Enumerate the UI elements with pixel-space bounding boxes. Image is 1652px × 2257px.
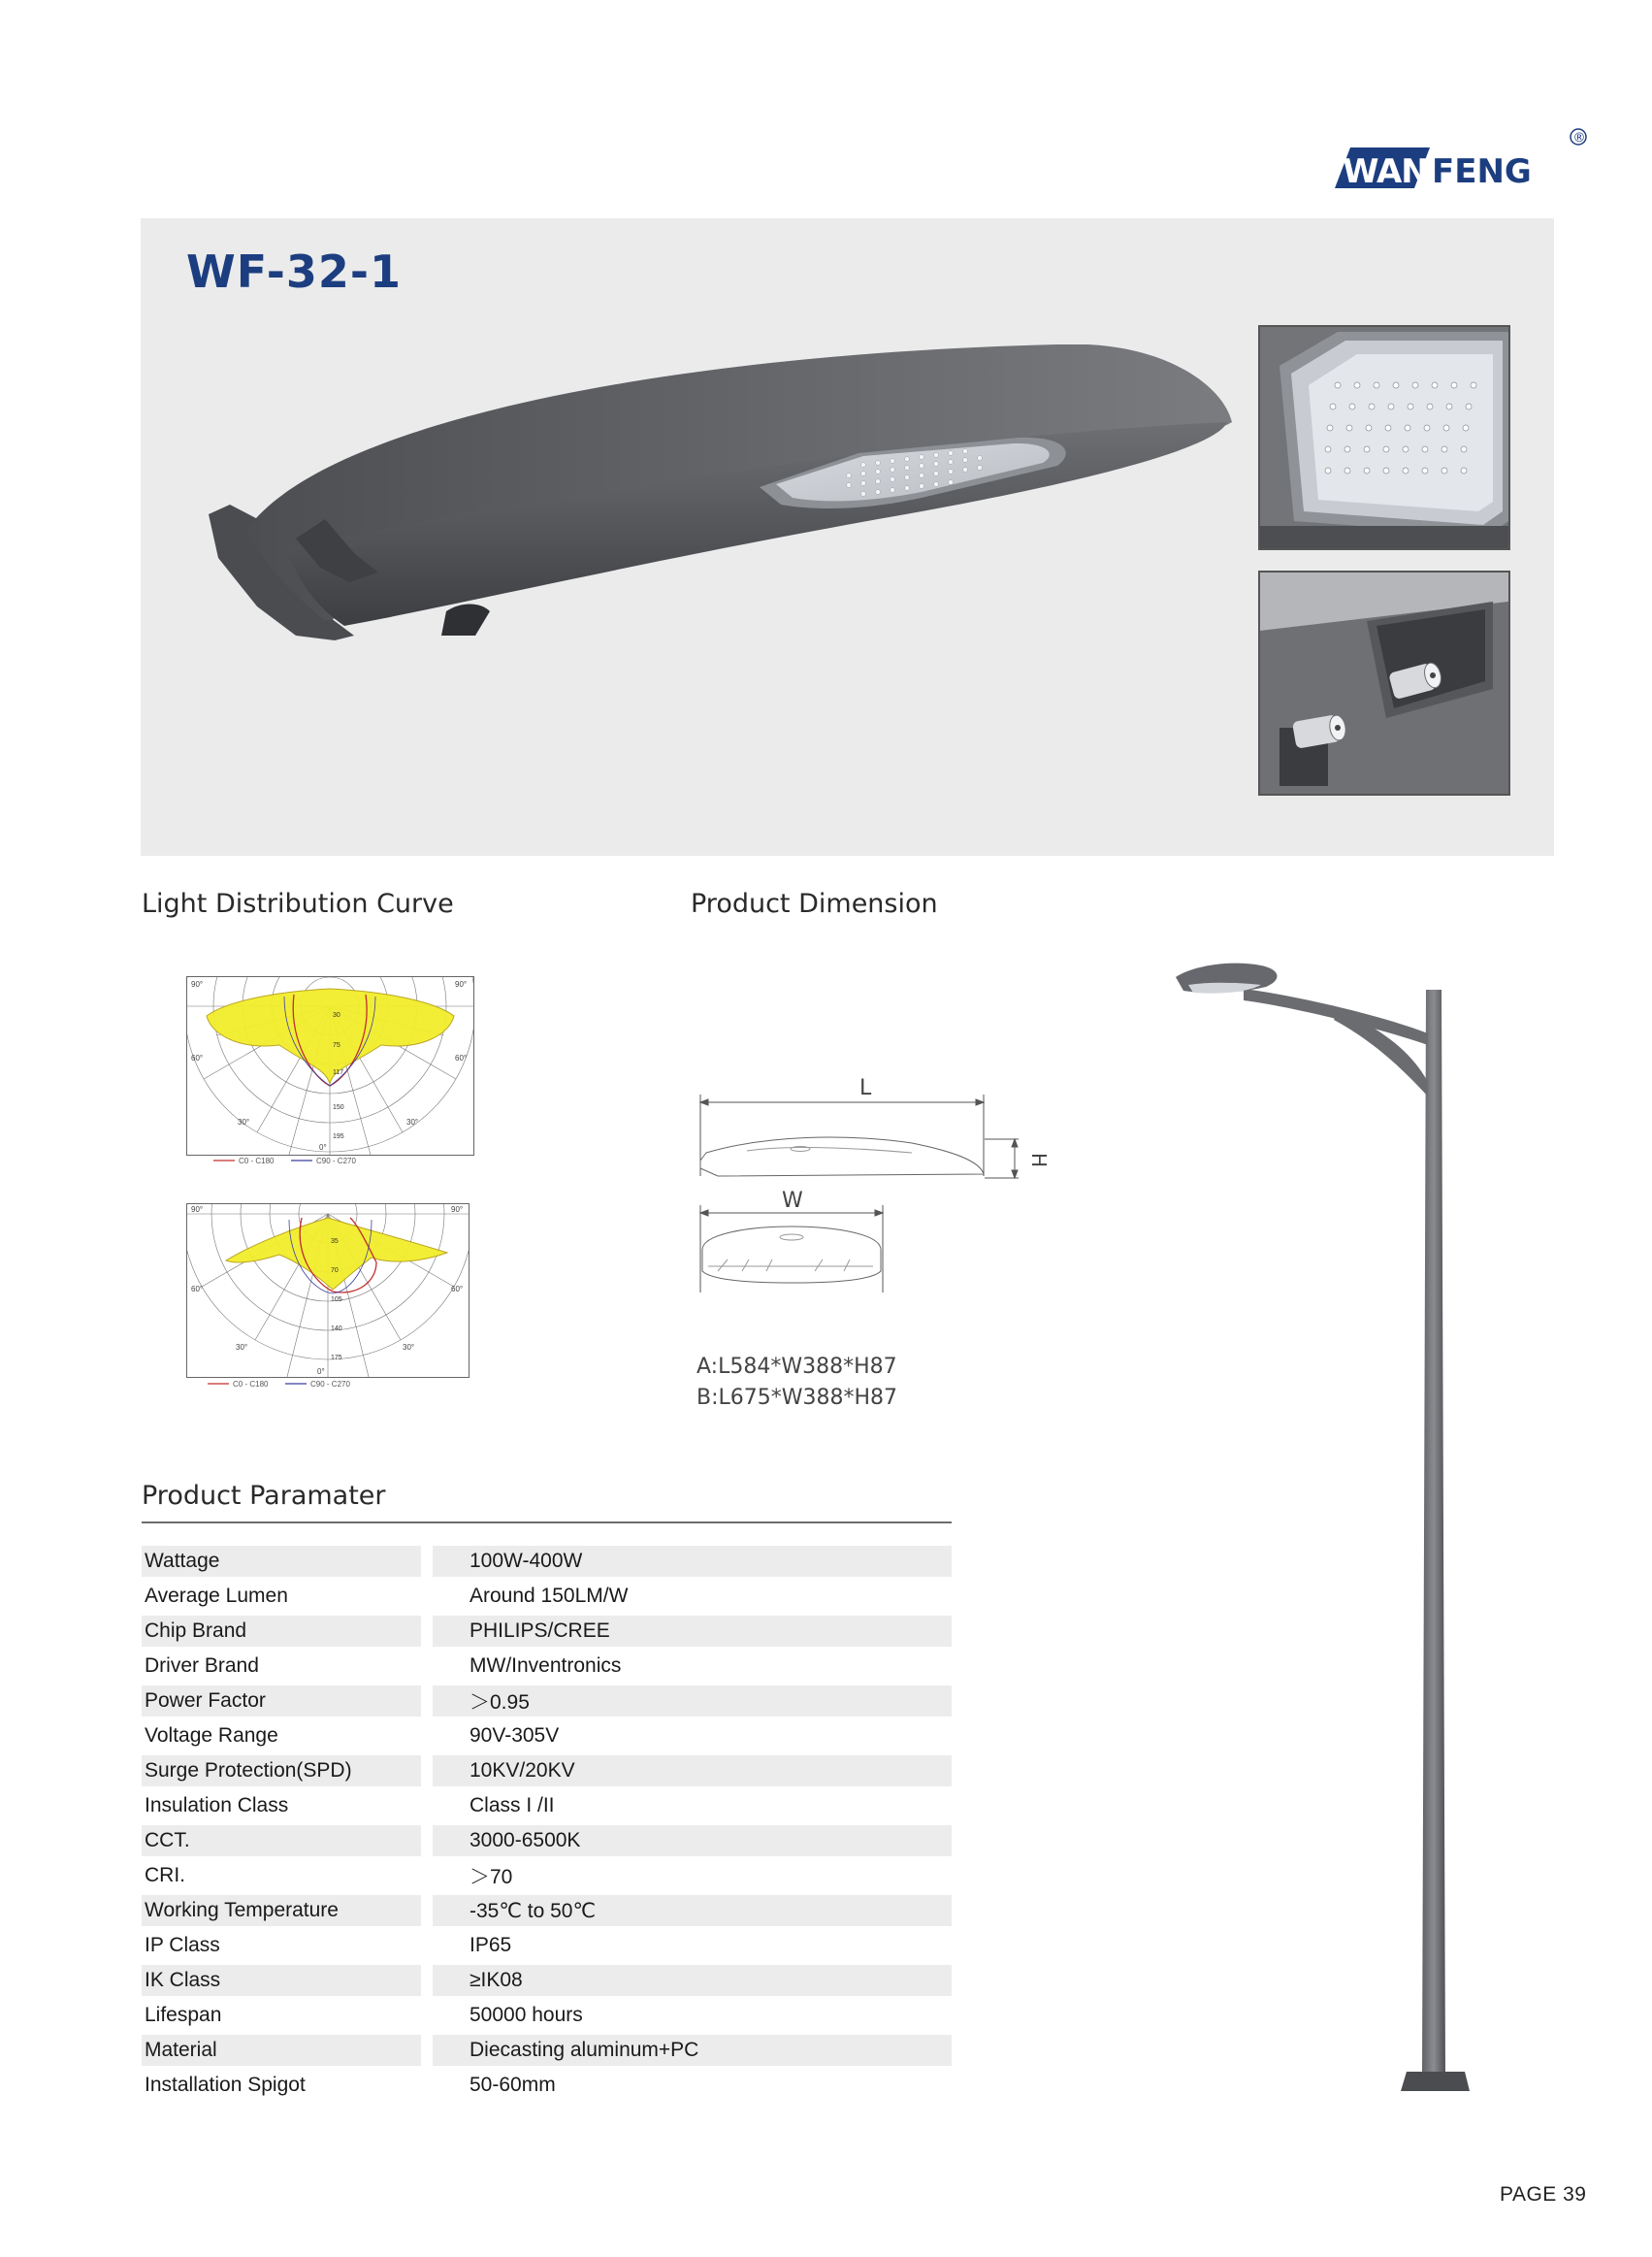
svg-text:75: 75 <box>333 1042 340 1049</box>
svg-text:90°: 90° <box>455 980 468 989</box>
dimension-length-label: L <box>859 1076 872 1100</box>
param-value: 100W-400W <box>433 1546 952 1577</box>
wanfeng-logo <box>1329 126 1591 194</box>
polar-chart-2-legend <box>208 1378 382 1390</box>
param-value: 50000 hours <box>470 2004 583 2026</box>
param-row-ip-class <box>142 1928 952 1963</box>
svg-text:90°: 90° <box>191 980 204 989</box>
svg-text:60°: 60° <box>455 1054 468 1063</box>
street-light-main-image <box>179 344 1256 733</box>
product-parameter-table <box>142 1544 952 2103</box>
svg-text:C90 - C270: C90 - C270 <box>310 1380 350 1389</box>
param-label: Lifespan <box>145 2004 222 2026</box>
parameter-heading-divider <box>142 1521 952 1523</box>
param-label: IK Class <box>142 1965 421 1996</box>
param-row-lifespan <box>142 1998 952 2033</box>
param-row-average-lumen <box>142 1579 952 1614</box>
param-row-installation-spigot <box>142 2068 952 2103</box>
product-dimension-drawing <box>689 1067 1077 1300</box>
svg-text:60°: 60° <box>451 1285 464 1293</box>
param-value: Diecasting aluminum+PC <box>433 2035 952 2066</box>
dimension-variant-b: B:L675*W388*H87 <box>696 1386 898 1410</box>
svg-text:35: 35 <box>331 1238 339 1245</box>
svg-text:90°: 90° <box>451 1205 464 1214</box>
param-value: ＞70 <box>470 1866 513 1888</box>
svg-text:140: 140 <box>331 1325 342 1332</box>
svg-text:30°: 30° <box>403 1343 415 1352</box>
param-label: Material <box>142 2035 421 2066</box>
param-label: Surge Protection(SPD) <box>142 1755 421 1786</box>
param-value: 50-60mm <box>470 2074 556 2096</box>
svg-text:C0 - C180: C0 - C180 <box>239 1157 275 1165</box>
product-parameter-heading: Product Paramater <box>142 1481 386 1511</box>
param-row-power-factor <box>142 1684 952 1718</box>
param-row-voltage-range <box>142 1718 952 1753</box>
param-label: Driver Brand <box>145 1654 259 1677</box>
param-value: -35℃ to 50℃ <box>433 1895 952 1926</box>
registered-mark: ® <box>1572 131 1586 146</box>
svg-text:70: 70 <box>331 1267 339 1274</box>
param-row-ik-class <box>142 1963 952 1998</box>
param-row-material <box>142 2033 952 2068</box>
param-label: Average Lumen <box>145 1585 288 1607</box>
param-label: CCT. <box>142 1825 421 1856</box>
svg-text:WAN: WAN <box>1343 152 1428 191</box>
led-module-closeup-image <box>1258 325 1510 550</box>
svg-text:C90 - C270: C90 - C270 <box>316 1157 356 1165</box>
svg-text:150: 150 <box>333 1104 344 1111</box>
param-value: 3000-6500K <box>433 1825 952 1856</box>
svg-text:195: 195 <box>333 1133 344 1140</box>
svg-text:60°: 60° <box>191 1285 204 1293</box>
param-value: ≥IK08 <box>433 1965 952 1996</box>
param-value: ＞0.95 <box>433 1685 952 1717</box>
svg-text:30: 30 <box>333 1012 340 1019</box>
svg-text:175: 175 <box>331 1355 342 1361</box>
svg-text:117: 117 <box>333 1069 344 1076</box>
param-label: Power Factor <box>142 1685 421 1717</box>
polar-chart-1-legend <box>213 1155 388 1166</box>
svg-text:0°: 0° <box>317 1367 325 1376</box>
svg-text:105: 105 <box>331 1296 342 1303</box>
connector-closeup-image <box>1258 571 1510 796</box>
dimension-height-label: H <box>1027 1153 1051 1168</box>
param-label: Chip Brand <box>142 1616 421 1647</box>
param-row-driver-brand <box>142 1649 952 1684</box>
param-value: PHILIPS/CREE <box>433 1616 952 1647</box>
param-row-wattage <box>142 1544 952 1579</box>
param-row-chip-brand <box>142 1614 952 1649</box>
dimension-variant-a: A:L584*W388*H87 <box>696 1355 897 1379</box>
svg-text:FENG: FENG <box>1432 152 1532 191</box>
param-value: 90V-305V <box>470 1724 560 1747</box>
param-row-cct <box>142 1823 952 1858</box>
param-row-surge-protection <box>142 1753 952 1788</box>
svg-text:90°: 90° <box>191 1205 204 1214</box>
dimension-width-label: W <box>782 1189 803 1213</box>
svg-text:C0 - C180: C0 - C180 <box>233 1380 269 1389</box>
model-title: WF-32-1 <box>186 245 402 298</box>
svg-text:0°: 0° <box>319 1143 327 1152</box>
light-distribution-heading: Light Distribution Curve <box>142 889 454 919</box>
svg-text:30°: 30° <box>406 1118 419 1127</box>
param-value: Around 150LM/W <box>470 1585 629 1607</box>
param-label: Voltage Range <box>145 1724 278 1747</box>
svg-text:30°: 30° <box>238 1118 250 1127</box>
param-value: Class I /II <box>470 1794 555 1816</box>
param-label: CRI. <box>145 1864 185 1886</box>
product-dimension-heading: Product Dimension <box>691 889 938 919</box>
param-row-cri <box>142 1858 952 1893</box>
param-label: Insulation Class <box>145 1794 289 1816</box>
param-value: 10KV/20KV <box>433 1755 952 1786</box>
param-value: IP65 <box>470 1934 512 1956</box>
page-number: PAGE 39 <box>1500 2183 1587 2206</box>
param-row-working-temperature <box>142 1893 952 1928</box>
svg-text:30°: 30° <box>236 1343 248 1352</box>
light-distribution-polar-chart-1 <box>186 976 474 1156</box>
product-hero-panel <box>141 218 1554 856</box>
param-label: Working Temperature <box>142 1895 421 1926</box>
light-distribution-polar-chart-2 <box>186 1203 470 1378</box>
param-label: Wattage <box>142 1546 421 1577</box>
param-label: IP Class <box>145 1934 220 1956</box>
param-label: Installation Spigot <box>145 2074 306 2096</box>
param-row-insulation-class <box>142 1788 952 1823</box>
pole-installation-image <box>1174 956 1504 2096</box>
svg-text:60°: 60° <box>191 1054 204 1063</box>
param-value: MW/Inventronics <box>470 1654 622 1677</box>
